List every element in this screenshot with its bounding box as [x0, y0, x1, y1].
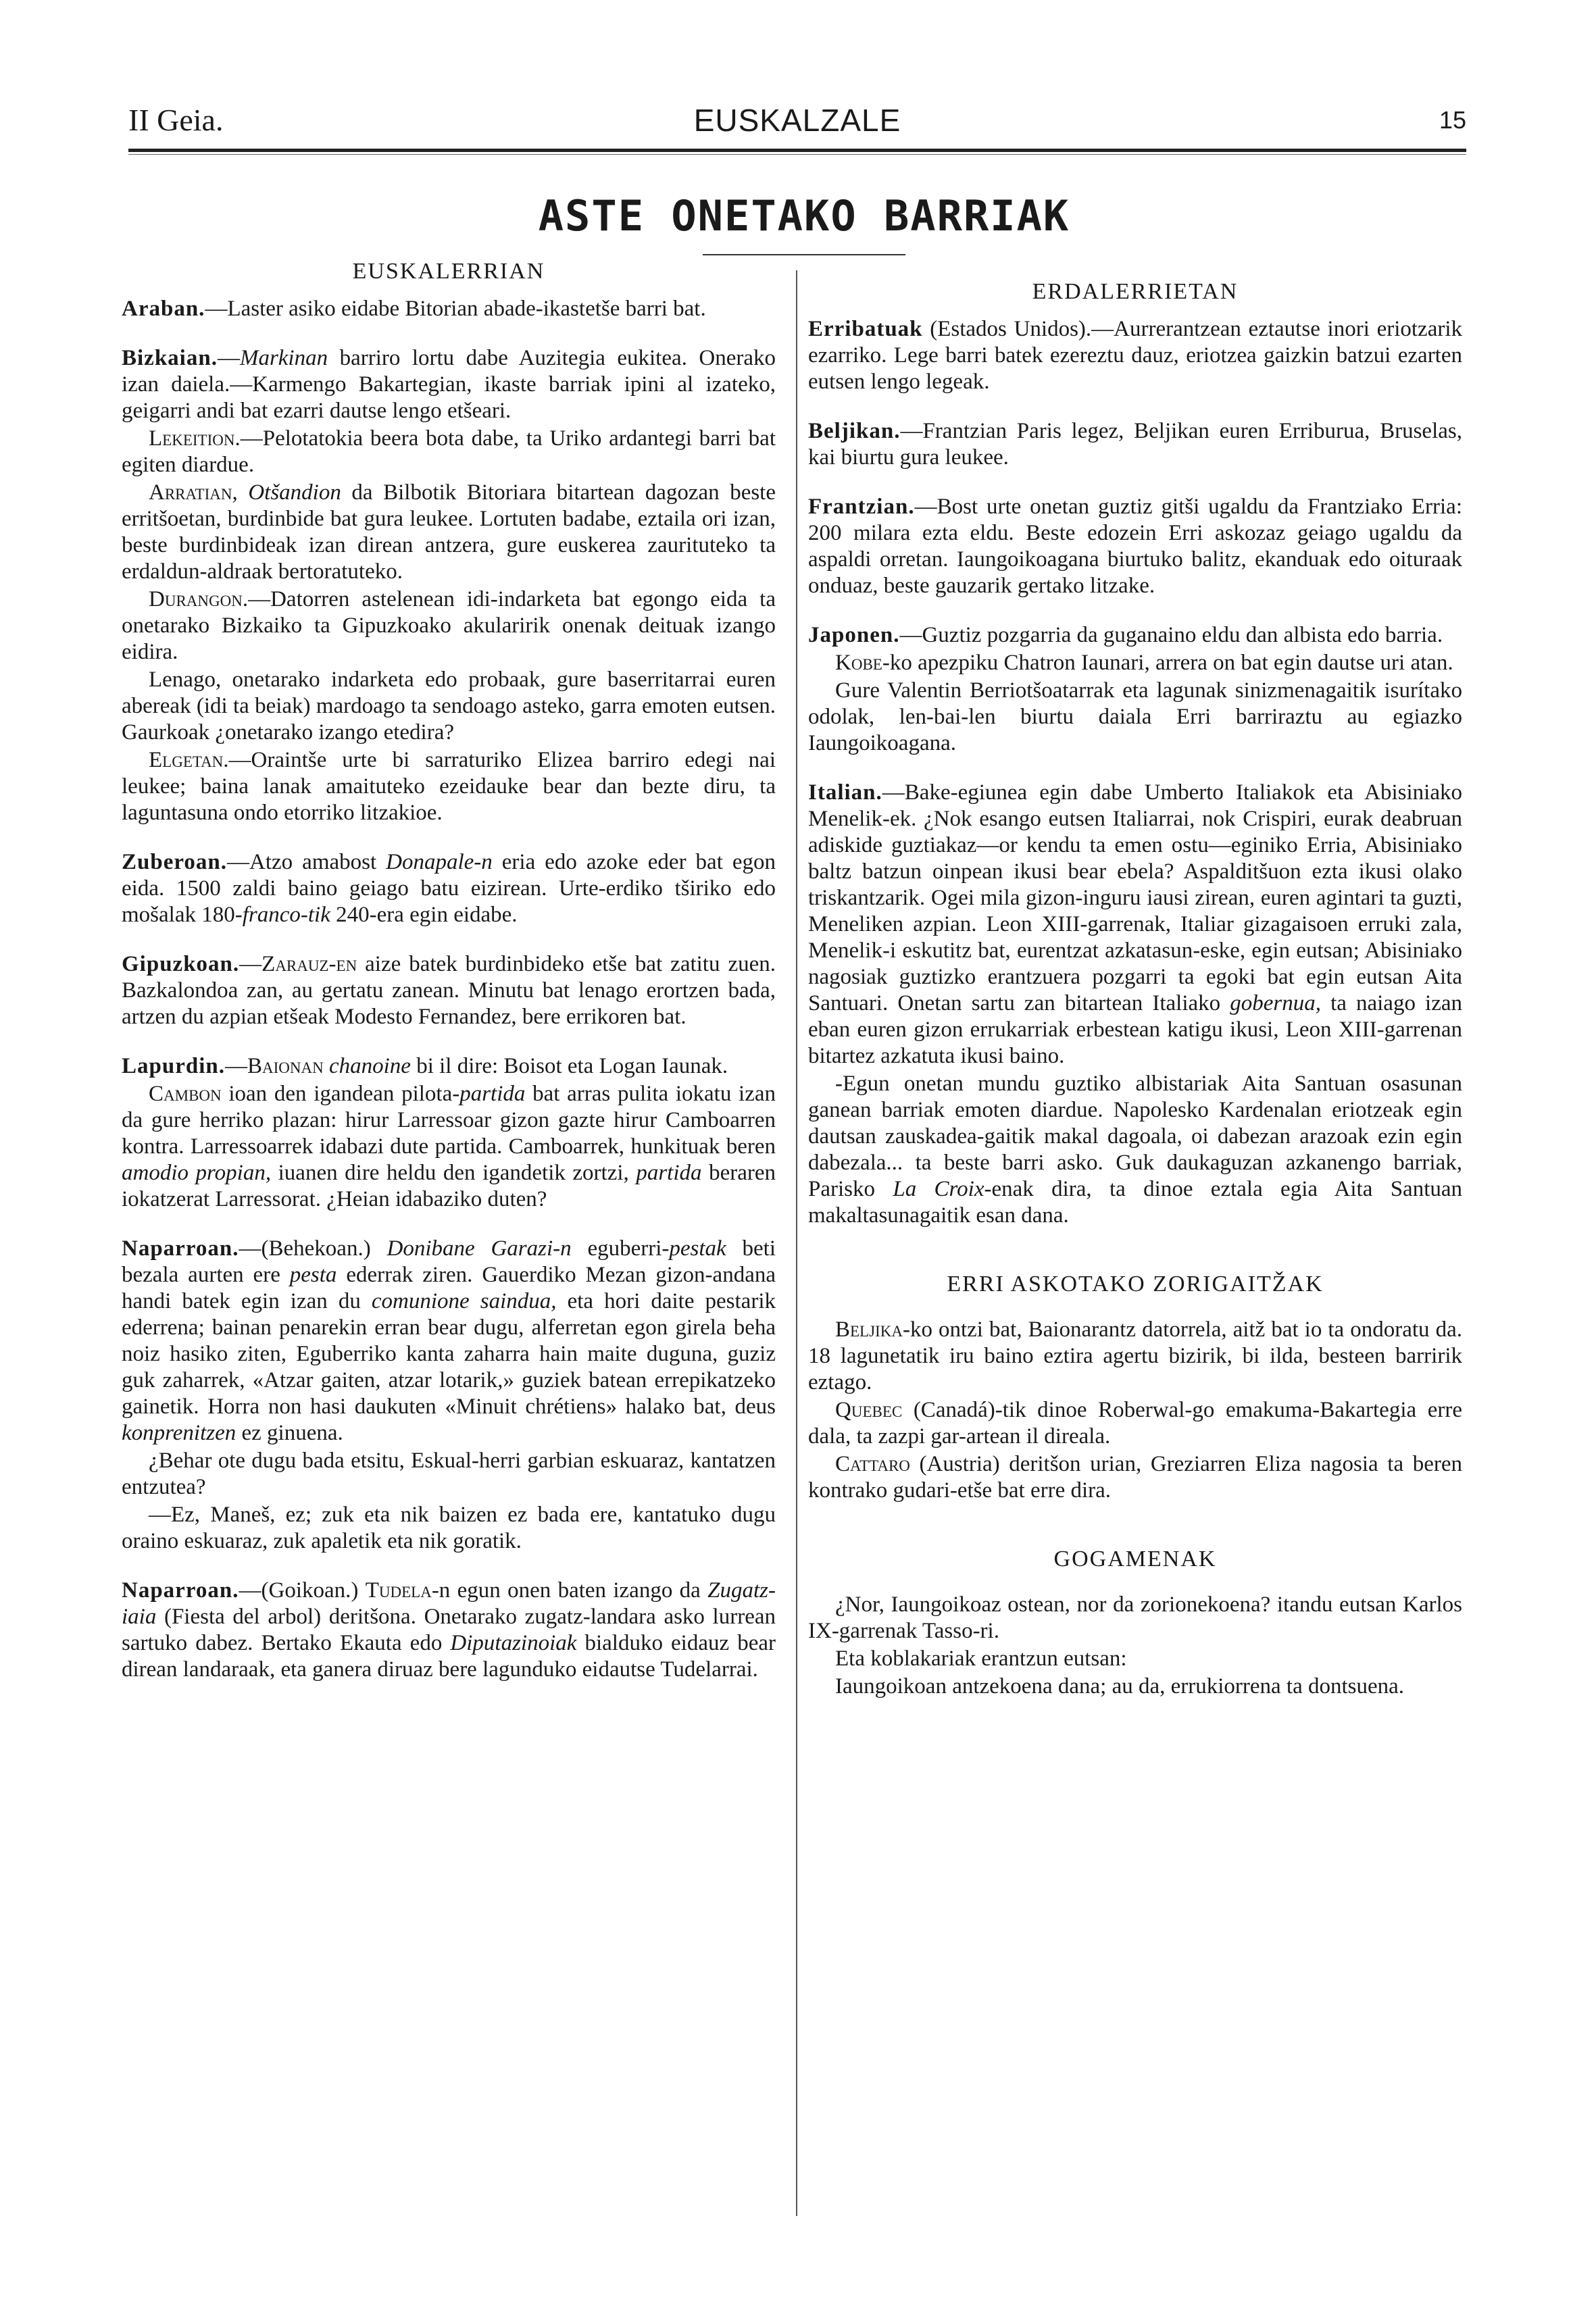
news-ez: —Ez, Maneš, ez; zuk eta nik baizen ez bada ere, kantatuko dugu oraino eskuaraz, zuk apaletik eta nik goratik. — [122, 1503, 776, 1553]
news-behar: ¿Behar ote dugu bada etsitu, Eskual-herri garbian eskuaraz, kantatzen entzutea? — [122, 1449, 776, 1499]
news-lenago: Lenago, onetarako indarketa edo probaak, gure baserritarrai euren abereak (idi ta beiak) mardoago ta sendoago asteko, garra emoten eutsen. Gaurkoak ¿onetarako izango etedira? — [122, 668, 776, 745]
news-frantzian: Frantzian.—Bost urte onetan guztiz gitši ugaldu da Frantziako Erria: 200 milara ezta eldu. Beste edozein Erri askozaz geiago ugaldu da aspaldi orretan. Iaungoikoagana biurtuko balitz, ekanduak edo oituraak onduaz, beste gauzarik gertako litzake. — [808, 495, 1462, 598]
news-egun: -Egun onetan mundu guztiko albistariak Aita Santuan osasunan ganean barriak emoten diardue. Napolesko Kardenalan eriotzeak egin dautsan zauskadea-gaitik makal dagoala, oi dabezan arazoak ezin egin dabezala... ta beste barri asko. Guk daukaguzan azkanengo barriak, Parisko La Croix-enak dira, ta dinoe eztala egia Aita Santuan makaltasunagaitik esan dana. — [808, 1072, 1463, 1228]
news-beljikan: Beljikan.—Frantzian Paris legez, Beljikan euren Erriburua, Bruselas, kai biurtu gura leukee. — [808, 419, 1462, 470]
left-column — [122, 257, 776, 1683]
section-heading-zorigaitzak: ERRI ASKOTAKO ZORIGAITŽAK — [947, 1272, 1324, 1297]
column-divider — [796, 270, 797, 2216]
page-number: 15 — [1439, 106, 1466, 134]
title-rule — [703, 254, 905, 255]
news-gipuzkoan: Gipuzkoan.—Zarauz-en aize batek burdinbideko etše bat zatitu zuen. Bazkalondoa zan, au gertatu zanean. Minutu bat lenago erortzen bada, artzen du azpian etšeak Modesto Fernandez, bere errikoren bat. — [122, 952, 776, 1029]
quote-nor: ¿Nor, Iaungoikoaz ostean, nor da zorionekoena? itandu eutsan Karlos IX-garrenak Tasso-ri. — [808, 1592, 1462, 1643]
volume-label: II Geia. — [128, 103, 224, 137]
news-durangon: Durangon.—Datorren astelenean idi-indarketa bat egongo eida ta onetarako Bizkaiko ta Gipuzkoako akularirik onenak deituak izango eidira. — [122, 587, 776, 664]
journal-title: EUSKALZALE — [693, 103, 901, 138]
page-title: ASTE ONETAKO BARRIAK — [538, 191, 1070, 241]
news-naparroan-behekoan: Naparroan.—(Behekoan.) Donibane Garazi-n eguberri-pestak beti bezala aurten ere pesta ederrak ziren. Gauerdiko Mezan gizon-andana handi batek egin izan du comunione saindua, eta hori daite pestarik ederrena; bainan penarekin erran bear dugu, alferretan egon girela beha noiz hasiko ziten, Eguberriko kanta zaharra hain maite duguna, guziz guk zaharrek, «Atzar gaiten, atzar lotarik,» guziek batean errepikatzeko gainetik. Horra non hasi daukuten «Minuit chrétiens» halako bat, deus konprenitzen ez ginuena. — [122, 1236, 776, 1445]
right-column — [808, 277, 1462, 1700]
news-cattaro: Cattaro (Austria) deritšon urian, Greziarren Eliza nagosia ta beren kontrako gudari-etše bat erre dira. — [808, 1452, 1462, 1503]
news-kobe: Kobe-ko apezpiku Chatron Iaunari, arrera on bat egin dautse uri atan. — [835, 651, 1453, 675]
news-valentin: Gure Valentin Berriotšoatarrak eta lagunak sinizmenagaitik isurítako odolak, len-bai-len biurtu daiala Erri barriraztu au egiazko Iaungoikoagana. — [808, 678, 1462, 755]
news-lapurdin: Lapurdin.—Baionan chanoine bi il dire: Boisot eta Logan Iaunak. — [122, 1054, 728, 1078]
news-japonen: Japonen.—Guztiz pozgarria da guganaino eldu dan albista edo barria. — [808, 623, 1443, 647]
quote-iaungoikoan: Iaungoikoan antzekoena dana; au da, errukiorrena ta dontsuena. — [835, 1674, 1405, 1699]
news-lekeition: Lekeition.—Pelotatokia beera bota dabe, ta Uriko ardantegi barri bat egiten diardue. — [122, 426, 776, 477]
header-rule-thin — [128, 154, 1466, 155]
news-italian: Italian.—Bake-egiunea egin dabe Umberto Italiakok eta Abisiniako Menelik-ek. ¿Nok esango eutsen Italiarrai, nok Crispiri, eurak deabruan adiskide guztiakaz—or kendu ta emen ostu—eginiko Erria, Abisiniako baltz batzun oinpean ikusi bear ebela? Aspalditšuon ezta ikusi olako triskantzarik. Ogei mila gizon-inguru iausi zirean, euren agintari ta guzti, Meneliken azpian. Leon XIII-garrenak, Italiar gizagaisoen erruki zala, Menelik-i eskutitz bat, eurentzat azkatasun-eske, egin eutsan; Abisiniako nagosiak guztizko erantzuera pozgarri ta egoki bat egin eutsan Aita Santuari. Onetan sartu zan bitartean Italiako gobernua, ta naiago izan eban euren gizon errukarriak erbestean katigu ikusi, Leon XIII-garrenan bitartez azkatuta ikusi baino. — [808, 780, 1462, 1068]
news-zuberoan: Zuberoan.—Atzo amabost Donapale-n eria edo azoke eder bat egon eida. 1500 zaldi baino geiago batu eizirean. Urte-erdiko tširiko edo mošalak 180-franco-tik 240-era egin eidabe. — [122, 850, 776, 927]
news-beljika: Beljika-ko ontzi bat, Baionarantz datorrela, aitž bat io ta ondoratu da. 18 lagunetatik iru baino eztira agertu bizirik, bi ilda, besteen barririk eztago. — [808, 1317, 1462, 1394]
news-quebec: Quebec (Canadá)-tik dinoe Roberwal-go emakuma-Bakartegia erre dala, ta zazpi gar-artean il direala. — [808, 1398, 1462, 1449]
news-elgetan: Elgetan.—Oraintše urte bi sarraturiko Elizea barriro edegi nai leukee; baina lanak amaituteko ezeidauke bear dan bezte diru, ta laguntasuna ondo etorriko litzakioe. — [122, 748, 776, 825]
news-naparroan-goikoan: Naparroan.—(Goikoan.) Tudela-n egun onen baten izango da Zugatz-iaia (Fiesta del arbol) deritšona. Onetarako zugatz-landara asko lurrean sartuko dabez. Bertako Ekauta edo Diputazinoiak bialduko eidauz bear direan landaraak, eta ganera diruaz bere lagunduko eidautse Tudelarrai. — [122, 1578, 776, 1682]
quote-eta: Eta koblakariak erantzun eutsan: — [835, 1646, 1127, 1671]
section-heading-gogamenak: GOGAMENAK — [1053, 1546, 1217, 1571]
news-araban: Araban.—Laster asiko eidabe Bitorian abade-ikastetše barri bat. — [122, 297, 706, 321]
header-rule — [128, 149, 1466, 152]
section-heading-erdalerrietan: ERDALERRIETAN — [1032, 279, 1239, 304]
running-header — [128, 100, 1466, 147]
news-bizkaian: Bizkaian.—Markinan barriro lortu dabe Auzitegia eukitea. Onerako izan daiela.—Karmengo Bakartegian, ikaste barriak ipini al izateko, geigarri andi bat ezarri dautse lengo etšeari. — [122, 346, 776, 423]
news-erribatuak: Erribatuak (Estados Unidos).—Aurrerantzean eztautse inori eriotzarik ezarriko. Lege barri batek ezereztu dauz, eriotzea gaizkin batzui ezarten eutsen lengo legeak. — [808, 317, 1462, 394]
news-arratian: Arratian, Otšandion da Bilbotik Bitoriara bitartean dagozan beste erritšoetan, burdinbide bat gura leukee. Lortuten badabe, eztaila ori izan, beste burdinbideak izan direan antzera, gure euskerea zaurituteko ta erdaldun-aldraak bertoratuteko. — [122, 480, 776, 584]
section-heading-euskalerrian: EUSKALERRIAN — [352, 259, 545, 284]
news-cambon: Cambon ioan den igandean pilota-partida bat arras pulita iokatu izan da gure herriko plazan: hirur Larressoar gizon gazte hirur Camboarren kontra. Larressoarrek idabazi dute partida. Camboarrek, hunkituak beren amodio propian, iuanen dire heldu den igandetik zortzi, partida beraren iokatzerat Larressorat. ¿Heian idabaziko duten? — [122, 1082, 776, 1211]
